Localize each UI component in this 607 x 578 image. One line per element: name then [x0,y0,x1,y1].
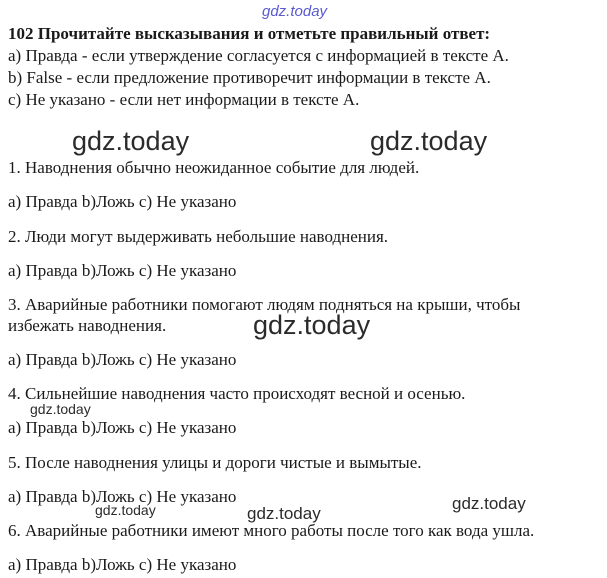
question-5-text: 5. После наводнения улицы и дороги чистые и вымытые. [8,453,422,472]
question-2-text: 2. Люди могут выдерживать небольшие наводнения. [8,227,389,246]
question-3-text-line1: 3. Аварийные работники помогают людям подняться на крыши, чтобы [8,295,521,314]
question-1-options: a) Правда b)Ложь c) Не указано [8,192,237,211]
watermark-right: gdz.today [370,126,488,156]
question-6-text: 6. Аварийные работники имеют много работы после того как вода ушла. [8,521,535,540]
question-5-options: a) Правда b)Ложь c) Не указано [8,487,237,506]
question-4-options: a) Правда b)Ложь c) Не указано [8,418,237,437]
question-4-text: 4. Сильнейшие наводнения часто происходят весной и осенью. [8,384,466,403]
legend-false: b) False - если предложение противоречит информации в тексте A. [8,68,491,87]
watermark-center: gdz.today [253,310,371,340]
watermark-q5-left: gdz.today [95,502,156,518]
watermark-left: gdz.today [72,126,190,156]
legend-true: a) Правда - если утверждение согласуется с информацией в тексте A. [8,46,509,65]
legend-not-given: c) Не указано - если нет информации в тексте A. [8,90,360,109]
question-1-text: 1. Наводнения обычно неожиданное событие для людей. [8,158,420,177]
question-3-options: a) Правда b)Ложь c) Не указано [8,350,237,369]
question-2-options: a) Правда b)Ложь c) Не указано [8,261,237,280]
question-6-options: a) Правда b)Ложь c) Не указано [8,555,237,574]
exercise-title: 102 Прочитайте высказывания и отметьте правильный ответ: [8,24,491,43]
watermark-q5-right: gdz.today [452,494,526,513]
watermark-top: gdz.today [262,3,328,20]
question-3-text-line2: избежать наводнения. [8,316,167,335]
watermark-q5-mid: gdz.today [247,504,321,523]
watermark-q4: gdz.today [30,401,91,417]
